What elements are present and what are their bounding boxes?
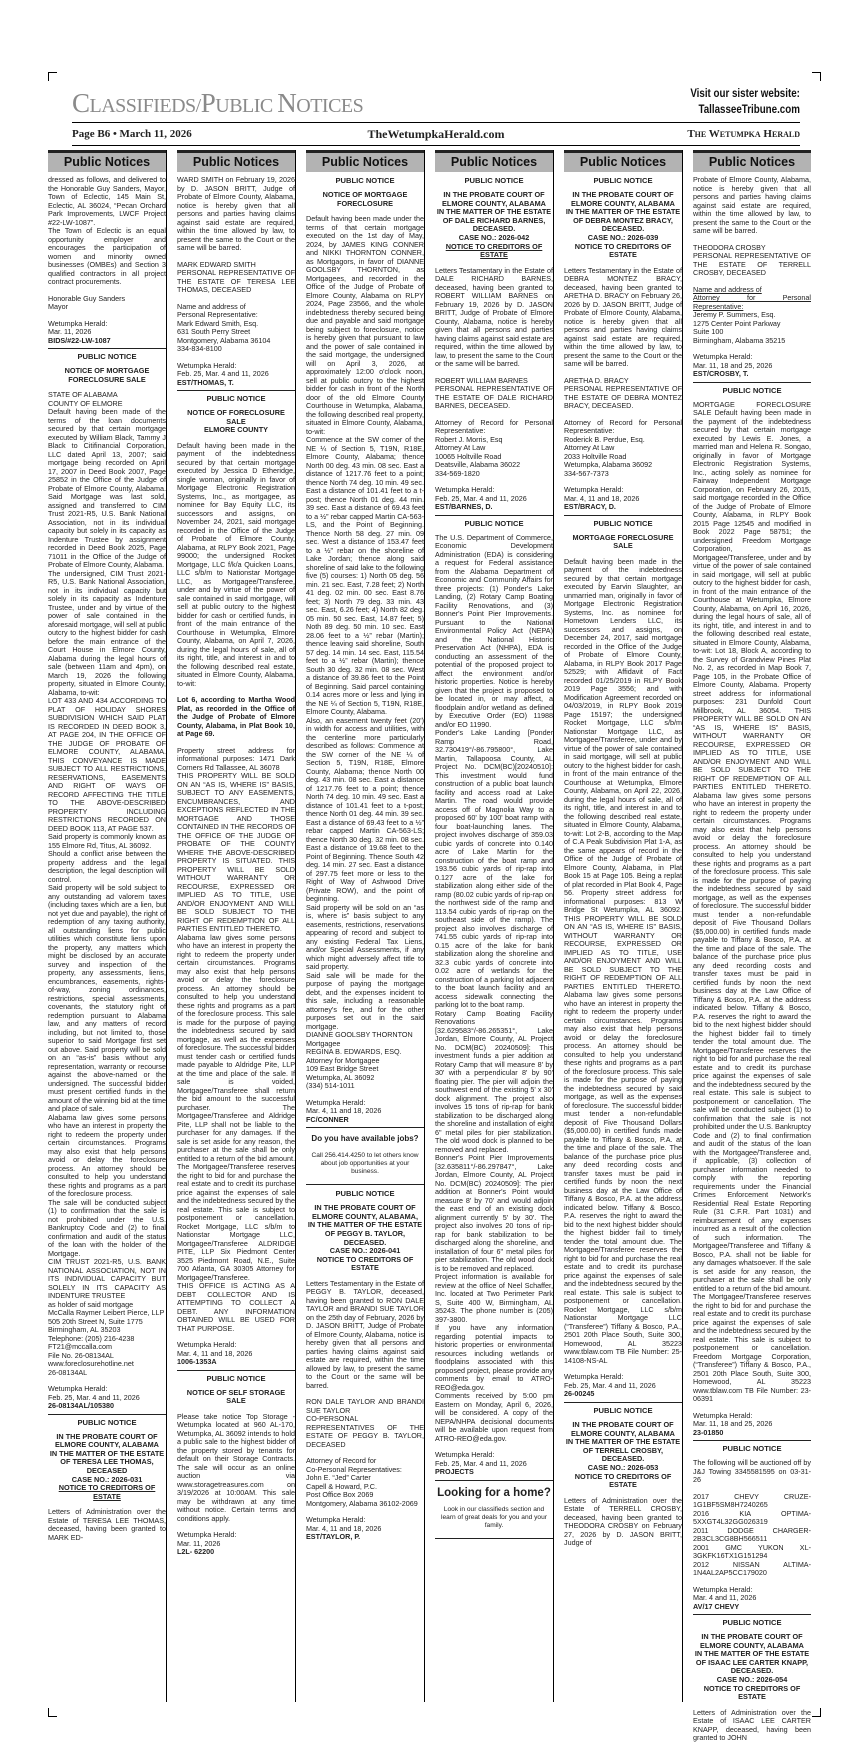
notice-title: NOTICE OF SELF STORAGE SALE — [186, 1387, 286, 1406]
public-notice-heading: PUBLIC NOTICE — [177, 1370, 295, 1383]
notice-reference: FC/CONNER — [306, 1114, 349, 1124]
notice-title: IN THE PROBATE COURT OF ELMORE COUNTY, ALABAMA IN THE MATTER OF THE ESTATE OF ISAAC LEE CARTER KNAPP, DECEASED. CASE NO.: 2026-054 NOTICE TO CREDITORS OF ESTATE — [694, 1632, 810, 1702]
public-notice-heading: PUBLIC NOTICE — [48, 348, 166, 361]
notice-text: Probate of Elmore County, Alabama, notice is hereby given that all persons and parties having claims against said estate are required, within the time allowed by law, to present the same to the Court or the same will be barred. — [693, 175, 811, 235]
notice-title: IN THE PROBATE COURT OF ELMORE COUNTY, ALABAMA IN THE MATTER OF THE ESTATE OF DEBRA MONTEZ BRACY, DECEASED. CASE NO.: 2026-039 NOTICE TO CREDITORS OF ESTATE — [565, 190, 681, 260]
publication-dates: Wetumpka Herald: Feb. 25, Mar. 4 and 11, 2026 — [177, 360, 269, 378]
notice-text: Letters Testamentary in the Estate of PEGGY B. TAYLOR, deceased, having been granted to RON DALE TAYLOR and BRANDI SUE TAYLOR on the 25th day of February, 2026 by D. JASON BRITT, Judge of Probate of Elmore County, Alabama, notice is hereby given that all persons and parties having claims against said estate are required, within the time allowed by law, to present the same to the Court or the same will be barred. — [306, 1278, 424, 1390]
notice-text: Attorney of Record for Personal Representative: Roderick B. Perdue, Esq. Attorney At Law 2033 Holtville Road Wetumpka, Alabama 36092 334-567-7373 — [564, 417, 682, 478]
notice-text: Name and address of Personal Representative: Mark Edward Smith, Esq. 631 South Perry Street Montgomery, Alabama 36104 334-834-8100 — [177, 301, 271, 353]
jobs-ad — [306, 1127, 424, 1185]
notice-text: MARK EDWARD SMITH PERSONAL REPRESENTATIVE OF THE ESTATE OF TERESA LEE THOMAS, DECEASED — [177, 259, 295, 294]
notice-text: STATE OF ALABAMA COUNTY OF ELMORE Default having been made of the terms of the loan documents secured by that certain mortgage executed by William Black, Tammy J Black to Citifinancial Corporation, LLC dated April 13, 2007; said mortgage being recorded on April 17, 2007 in Deed Book 2007, Page 25852 in the Office of the Judge of Probate of Elmore County, Alabama. Said Mortgage was last sold, assigned and transferred to CIM Trust 2021-R5, U.S. Bank National Association, not in its individual capacity but solely in its capacity as Indenture Trustee by assignment recorded in Deed Book 2025, Page 71011 in the Office of the Judge of Probate of Elmore County, Alabama. The undersigned, CIM Trust 2021-R5, U.S. Bank National Association, not in its individual capacity but solely in its capacity as Indenture Trustee, under and by virtue of the power of sale contained in the aforesaid mortgage, will sell at public outcry to the highest bidder for cash before the main entrance of the Court House in Elmore County, Alabama during the legal hours of sale (between 11am and 4pm), on March 19, 2026 the following property, situated in Elmore County, Alabama, to-wit: LOT 433 AND 434 ACCORDING TO PLAT OF HOLIDAY SHORES SUBDIVISION WHICH SAID PLAT IS RECORDED IN DEED BOOK 3, AT PAGE 204, IN THE OFFICE OF THE JUDGE OF PROBATE OF ELMORE COUNTY, ALABAMA. THIS CONVEYANCE IS MADE SUBJECT TO ALL RESTRICTIONS, RESERVATIONS, EASEMENTS AND RIGHT OF WAYS OF RECORD AFFECTING THE TITLE TO THE ABOVE-DESCRIBED PROPERTY INCLUDING RESTRICTIONS RECORDED ON DEED BOOK 113, AT PAGE 537. Said property is commonly known as 155 Elmore Rd, Titus, AL 36092. Should a conflict arise between the property address and the legal description, the legal description will control. Said property will be sold subject to any outstanding ad valorem taxes (including taxes which are a lien, but not yet due and payable), the right of redemption of any taxing authority, all outstanding liens for public utilities which constitute liens upon the property, any matters which might be disclosed by an accurate survey and inspection of the property, any assessments, liens, encumbrances, easements, rights-of-way, zoning ordinances, restrictions, special assessments, covenants, the statutory right of redemption pursuant to Alabama law, and any matters of record including, but not limited to, those superior to said Mortgage first set out above. Said property will be sold on an “as-is” basis without any representation, warranty or recourse against the above-named or the undersigned. The successful bidder must present certified funds in the amount of the winning bid at the time and place of sale. Alabama law gives some persons who have an interest in property the right to redeem the property under certain circumstances. Programs may also exist that help persons avoid or delay the foreclosure process. An attorney should be consulted to help you understand these rights and programs as a part of the foreclosure process. The sale will be conducted subject (1) to confirmation that the sale is not prohibited under the U.S. Bankruptcy Code and (2) to final confirmation and audit of the status of the loan with the holder of the Mortgage. CIM TRUST 2021-R5, U.S. BANK NATIONAL ASSOCIATION, NOT IN ITS INDIVIDUAL CAPACITY BUT SOLELY IN ITS CAPACITY AS INDENTURE TRUSTEE as holder of said mortgage McCalla Raymer Leibert Pierce, LLP 505 20th Street N, Suite 1775 Birmingham, AL 35203 Telephone: (205) 216-4238 FT21@mccalla.com File No. 26-08134AL www.foreclosurehotline.net 26-08134AL — [48, 390, 166, 1377]
notice-text: Default having been made in the payment of the indebtedness secured by that certain mortgage executed by Earvin Slaughter, an unmarried man, originally in favor of Mortgage Electronic Registration Systems, Inc. as nominee for Hometown Lenders LLC, its successors and assigns, on December 24, 2017, said mortgage recorded in the Office of the Judge of Probate of Elmore County, Alabama, in RLPY Book 2017 Page 52529; with Affidavit of Fact recorded 01/25/2019 in RLPY Book 2019 Page 3556; and with Modification Agreement recorded on 04/03/2019, in RLPY Book 2019 Page 15197; the undersigned Rocket Mortgage, LLC s/b/m Nationstar Mortgage LLC, as Mortgagee/Transferee, under and by virtue of the power of sale contained in said mortgage, will sell at public outcry to the highest bidder for cash, in front of the main entrance of the Courthouse at Wetumpka, Elmore County, Alabama, on April 22, 2026, during the legal hours of sale, all of its right, title, and interest in and to the following described real estate, situated in Elmore County, Alabama, to-wit: Lot 2-B, according to the Map of C.A Peak Subdivision Plat 1-A, as the same appears of record in the Office of the Judge of Probate of Elmore County, Alabama, in Plat Book 15 at Page 105. Being a replat of plat recorded in Plat Book 4, Page 56. Property street address for informational purposes: 813 W Bridge St Wetumpka, AL 36092. THIS PROPERTY WILL BE SOLD ON AN “AS IS, WHERE IS” BASIS, WITHOUT WARRANTY OR RECOURSE, EXPRESSED OR IMPLIED AS TO TITLE, USE AND/OR ENJOYMENT AND WILL BE SOLD SUBJECT TO THE RIGHT OF REDEMPTION OF ALL PARTIES ENTITLED THERETO. Alabama law gives some persons who have an interest in property the right to redeem the property under certain circumstances. Programs may also exist that help persons avoid or delay the foreclosure process. An attorney should be consulted to help you understand these rights and programs as a part of the foreclosure process. This sale is made for the purpose of paying the indebtedness secured by said mortgage, as well as the expenses of foreclosure. The successful bidder must tender a non-refundable deposit of Five Thousand Dollars ($5,000.00) in certified funds made payable to Tiffany & Bosco, P.A. at the time and place of the sale. The balance of the purchase price plus any deed recording costs and transfer taxes must be paid in certified funds by noon the next business day at the Law Office of Tiffany & Bosco, P.A. at the address indicated below. Tiffany & Bosco, P.A. reserves the right to award the bid to the next highest bidder should the highest bidder fail to timely tender the total amount due. The Mortgagee/Transferee reserves the right to bid for and purchase the real estate and to credit its purchase price against the expenses of sale and the indebtedness secured by the real estate. This sale is subject to postponement or cancellation. Rocket Mortgage, LLC s/b/m Nationstar Mortgage LLC (“Transferee”) Tiffany & Bosco, P.A., 2501 20th Place South, Suite 300, Homewood, AL 35223 www.tblaw.com TB File Number: 25-14108-NS-AL — [564, 556, 682, 1365]
notice-title: NOTICE OF MORTGAGE FORECLOSURE — [322, 190, 408, 208]
notice-text: Letters Testamentary in the Estate of DALE RICHARD BARNES, deceased, having been granted to ROBERT WILLIAM BARNES on February 19, 2026 by D. JASON BRITT, Judge of Probate of Elmore County, Alabama, notice is hereby given that all persons and parties having claims against said estate are required, within the time allowed by law, to present the same to the Court or the same will be barred. — [435, 265, 553, 369]
ad-headline: Looking for a home? — [437, 1486, 551, 1499]
notice-text: Letters of Administration over the Estate of TERRELL CROSBY, deceased, having been granted to THEODORA CROSBY on February 27, 2026 by D. JASON BRITT, Judge of — [564, 1495, 682, 1548]
sister-label: Visit our sister website: — [690, 88, 800, 100]
publication-dates: Wetumpka Herald: Feb. 25, Mar. 4 and 11, 2026 — [435, 1450, 527, 1468]
public-notice-heading: PUBLIC NOTICE — [335, 1189, 395, 1199]
notice-text: ROBERT WILLIAM BARNES PERSONAL REPRESENTATIVE OF THE ESTATE OF DALE RICHARD BARNES, DECEASED. — [435, 375, 553, 411]
notice-text: Letters Testamentary in the Estate of DEBRA MONTEZ BRACY, deceased, having been granted to ARETHA D. BRACY on February 26, 2026 by D. JASON BRITT, Judge of Probate of Elmore County, Alabama, notice is hereby given that all persons and parties having claims against said estate are required, within the time allowed by law, to present the same to the Court or the same will be barred. — [564, 265, 682, 369]
notice-title: NOTICE OF MORTGAGE FORECLOSURE SALE — [64, 366, 150, 384]
notice-column — [435, 150, 553, 1702]
notice-title: IN THE PROBATE COURT OF ELMORE COUNTY, ALABAMA IN THE MATTER OF THE ESTATE OF TERESA LEE THOMAS, DECEASED CASE NO.: 2026-031 — [49, 1431, 165, 1484]
notice-text: Honorable Guy Sanders Mayor — [48, 293, 126, 311]
column-header: Public Notices — [693, 150, 811, 172]
column-divider — [295, 150, 296, 1702]
public-notice-heading: PUBLIC NOTICE — [435, 515, 553, 528]
home-ad — [435, 1480, 553, 1539]
notice-title: NOTICE TO CREDITORS OF ESTATE — [58, 1483, 156, 1501]
public-notice-heading: PUBLIC NOTICE — [335, 176, 395, 185]
notice-text: Attorney of Record for Co-Personal Representatives: John E. “Jed” Carter Capell & Howard, P.C. Post Office Box 2069 Montgomery, Alabama 36102-2069 — [306, 1456, 418, 1508]
notice-text: Default having been made under the terms of that certain mortgage executed on the 1st day of May, 2024, by JAMES KING CONNER and NIKKI THORNTON CONNER, as Mortgagors, in favor of DIANNE GOOLSBY THORNTON, as Mortgagees, and recorded in the Office of the Judge of Probate of Elmore County, Alabama on RLPY 2024, Page 23566, and the whole indebtedness thereby secured being due and payable and said mortgage being subject to foreclosure, notice is hereby given that pursuant to law and the power of sale contained in the said mortgage, the undersigned will on April 3, 2026, at approximately 12:00 o'clock noon, sell at public outcry to the highest bidder for cash in front of the North door of the old Elmore County Courthouse in Wetumpka, Alabama, the following described real property, situated in Elmore County, Alabama, to-wit: Commence at the SW corner of the NE ¼ of Section 5, T19N, R18E, Elmore County, Alabama; thence North 00 deg. 43 min. 08 sec. East a distance of 1217.76 feet to a point; thence North 74 deg. 10 min. 49 sec. East a distance of 101.41 feet to a t-post; thence North 01 deg. 44 min. 39 sec. East a distance of 69.43 feet to a ½” rebar capped Martin CA-563-LS, and the Point of Beginning. Thence North 58 deg. 27 min. 09 sec. West a distance of 153.47 feet to a ½” rebar on the shoreline of Lake Jordan; thence along said shoreline of said lake to the following five (5) courses: 1) North 05 deg. 56 min. 21 sec. East, 7.28 feet; 2) North 41 deg. 02 min. 00 sec. East 8.76 feet; 3) North 79 deg. 33 min. 43 sec. East, 6.26 feet; 4) North 82 deg. 05 min. 50 sec. East, 14.87 feet; 5) Noth 89 deg. 50 min. 10 sec. East 28.06 feet to a ½” rebar (Martin); thence leaving said shoreline, South 57 deg. 14 min. 14 sec. East, 115.54 feet to a ½” rebar (Martin); thence South 30 deg. 32 min. 08 sec. West a distance of 39.86 feet to the Point of Beginning. Said parcel containing 0.14 acres more or less and lying in the NE ¼ of Section 5, T19N, R18E, Elmore County, Alabama. Also, an easement twenty feet (20') in width for access and utilities, with the centerline more particularly described as follows: Commence at the SW corner of the NE ¼ of Section 5, T19N, R18E, Elmore County, Alabama; thence North 00 deg. 43 min. 08 sec. East a distance of 1217.76 feet to a point; thence North 74 deg. 10 min. 49 sec. East a distance of 101.41 feet to a t-post; thence North 01 deg. 44 min. 39 sec. East a distance of 69.43 feet to a ½” rebar capped Martin CA-563-LS; thence North 30 deg. 32 min. 08 sec. East a distance of 19.68 feet to the Point of Beginning. Thence South 42 deg. 14 min. 27 sec. East a distance of 297.75 feet more or less to the Right of Way of Ashwood Drive (Private ROW), and the point of beginning. Said property will be sold on an “as is, where is” basis subject to any easements, restrictions, reservations appearing of record and subject to any existing Federal Tax Liens, and/or Special Assessments, if any which might adversely affect title to said property. Said sale will be made for the purpose of paying the mortgage debt, and the expenses incident to this sale, including a reasonable attorney's fee, and for the other purposes set out in the said mortgage. DIANNE GOOLSBY THORNTON Mortgagee REGINA B. EDWARDS, ESQ. Attorney for Mortgagee 109 East Bridge Street Wetumpka, AL 36092 (334) 514-1011 — [306, 214, 424, 1091]
notice-text: ARETHA D. BRACY PERSONAL REPRESENTATIVE OF THE ESTATE OF DEBRA MONTEZ BRACY, DECEASED. — [564, 375, 682, 411]
website-link[interactable]: TheWetumpkaHerald.com — [367, 127, 505, 141]
title-part: OTICES — [296, 95, 364, 117]
notice-text: 2017 CHEVY CRUZE-1G1BF5SM8H7240265 2016 KIA OPTIMA-5XXGT4L32GG026319 2011 DODGE CHARGER-2B3CL3CG8BH566511 2001 GMC YUKON XL-3GKFK16TX1G151294 2012 NISSAN ALTIMA-1N4AL2AP5CC179020 — [693, 1491, 811, 1577]
public-notice-heading: PUBLIC NOTICE — [693, 1614, 811, 1627]
notice-text: Please take notice Top Storage - Wetumpka located at 960 AL-170, Wetumpka, AL 36092 intends to hold a public sale to the highest bidder of the property stored by tenants for default on their Storage Contracts. The sale will occur as an online auction via www.storagetreasures.com on 3/19/2026 at 10:00AM. This sale may be withdrawn at any time without notice. Certain terms and conditions apply. — [177, 1411, 295, 1523]
notice-column — [48, 150, 166, 1702]
sister-website-promo — [690, 86, 800, 118]
title-part: C — [72, 88, 90, 118]
ad-body: Call 256.414.4250 to let others know about job opportunities at your business. — [311, 1152, 419, 1176]
publication-dates: Wetumpka Herald: Mar. 4 and 11, 2026 — [693, 1584, 757, 1602]
notice-title: IN THE PROBATE COURT OF ELMORE COUNTY, ALABAMA, IN THE MATTER OF THE ESTATE OF PEGGY B. TAYLOR, DECEASED. CASE NO.: 2026-041 NOTICE TO CREDITORS OF ESTATE — [307, 1203, 423, 1273]
publication-dates: Wetumpka Herald: Mar. 11, 18 and 25, 2026 — [693, 352, 773, 370]
notice-reference: EST/THOMAS, T. — [177, 377, 234, 387]
public-notice-heading: PUBLIC NOTICE — [48, 1414, 166, 1427]
title-part: UBLIC — [215, 95, 278, 117]
notice-text: Jeremy P. Summers, Esq. 1275 Center Point Parkway Suite 100 Birmingham, Alabama 35215 — [693, 310, 786, 345]
crop-mark — [812, 72, 821, 81]
notice-text: THEODORA CROSBY PERSONAL REPRESENTATIVE OF THE ESTATE OF TERRELL CROSBY, DECEASED — [693, 242, 811, 277]
publication-dates: Wetumpka Herald: Mar. 4, 11 and 18, 2026 — [564, 485, 640, 503]
notice-reference: 1006-1353A — [177, 1357, 217, 1367]
public-notice-heading: PUBLIC NOTICE — [177, 390, 295, 403]
crop-mark — [48, 1708, 57, 1717]
public-notice-heading: PUBLIC NOTICE — [593, 176, 653, 185]
title-part: P — [200, 88, 216, 118]
notice-title: IN THE PROBATE COURT OF ELMORE COUNTY, ALABAMA IN THE MATTER OF THE ESTATE OF TERRELL CROSBY, DECEASED. CASE NO.: 2026-053 NOTICE TO CREDITORS OF ESTATE — [565, 1419, 681, 1490]
publication-dates: Wetumpka Herald: Feb. 25, Mar. 4 and 11, 2026 — [435, 485, 527, 503]
column-divider — [424, 150, 425, 1702]
title-part: N — [277, 88, 297, 118]
column-divider — [682, 150, 683, 1702]
publication-dates: Wetumpka Herald: Feb. 25, Mar. 4 and 11, 2026 — [48, 1384, 140, 1402]
notice-text: MORTGAGE FORECLOSURE SALE Default having been made in the payment of the indebtedness secured by that certain mortgage executed by Lewis E. Jones, a married man and Helena R. Songao, originally in favor of Mortgage Electronic Registration Systems, Inc., acting solely as nominee for Fairway Independent Mortgage Corporation, on February 26, 2015, said mortgage recorded in the Office of the Judge of Probate of Elmore County, Alabama, in RLPY Book 2015 Page 12545 and modified in Book 2022 Page 58751; the undersigned Freedom Mortgage Corporation, as Mortgagee/Transferee, under and by virtue of the power of sale contained in said mortgage, will sell at public outcry to the highest bidder for cash, in front of the main entrance of the Courthouse at Wetumpka, Elmore County, Alabama, on April 16, 2026, during the legal hours of sale, all of its right, title, and interest in and to the following described real estate, situated in Elmore County, Alabama, to-wit: Lot 18, Block A, according to the Survey of Grandview Pines Plat No. 2, as recorded in Map Book 7, Page 105, in the Probate Office of Elmore County, Alabama. Property street address for informational purposes: 231 Dunfold Court Millbrook, AL 36054. THIS PROPERTY WILL BE SOLD ON AN “AS IS, WHERE IS” BASIS, WITHOUT WARRANTY OR RECOURSE, EXPRESSED OR IMPLIED AS TO TITLE, USE AND/OR ENJOYMENT AND WILL BE SOLD SUBJECT TO THE RIGHT OF REDEMPTION OF ALL PARTIES ENTITLED THERETO. Alabama law gives some persons who have an interest in property the right to redeem the property under certain circumstances. Programs may also exist that help persons avoid or delay the foreclosure process. An attorney should be consulted to help you understand these rights and programs as a part of the foreclosure process. This sale is made for the purpose of paying the indebtedness secured by said mortgage, as well as the expenses of foreclosure. The successful bidder must tender a non-refundable deposit of Five Thousand Dollars ($5,000.00) in certified funds made payable to Tiffany & Bosco, P.A. at the time and place of the sale. The balance of the purchase price plus any deed recording costs and transfer taxes must be paid in certified funds by noon the next business day at the Law Office of Tiffany & Bosco, P.A. at the address indicated below. Tiffany & Bosco, P.A. reserves the right to award the bid to the next highest bidder should the highest bidder fail to timely tender the total amount due. The Mortgagee/Transferee reserves the right to bid for and purchase the real estate and to credit its purchase price against the expenses of sale and the indebtedness secured by the real estate. This sale is subject to postponement or cancellation. The sale will be conducted subject (1) to confirmation that the sale is not prohibited under the U.S. Bankruptcy Code and (2) to final confirmation and audit of the status of the loan with the Mortgagee/Transferee and, if applicable, (3) collection of purchaser information needed to comply with the reporting requirements under the Financial Crimes Enforcement Network's Residential Real Estate Reporting Rule (31 C.F.R. Part 1031) and reimbursement of any expenses incurred as a result of the collection of such information. The Mortgagee/Transferee and Tiffany & Bosco, P.A. shall not be liable for any damages whatsoever. If the sale is set aside for any reason, the purchaser at the sale shall be only entitled to a return of the bid amount. The Mortgagee/Transferee reserves the right to bid for and purchase the real estate and to credit its purchase price against the expenses of sale and the indebtedness secured by the real estate. This sale is subject to postponement or cancellation. Freedom Mortgage Corporation, (“Transferee”) Tiffany & Bosco, P.A., 2501 20th Place South, Suite 300, Homewood, AL 35223 www.tblaw.com TB File Number: 23-06391 — [693, 399, 811, 1403]
notice-column — [306, 150, 424, 1702]
notice-text: Letters of Administration over the Estate of TERESA LEE THOMAS, deceased, having been granted to MARK ED- — [48, 1507, 166, 1542]
notice-text: RON DALE TAYLOR AND BRANDI SUE TAYLOR CO-PERSONAL REPRESENTATIVES OF THE ESTATE OF PEGGY B. TAYLOR, DECEASED — [306, 1397, 424, 1449]
notice-text: WARD SMITH on February 19, 2026 by D. JASON BRITT, Judge of Probate of Elmore County, Alabama, notice is hereby given that all persons and parties having claims against said estate are required, within the time allowed by law, to present the same to the Court or the same will be barred. — [177, 175, 295, 252]
column-header: Public Notices — [306, 150, 424, 172]
notice-reference: BIDS/#22-LW-1087 — [48, 335, 111, 345]
column-header: Public Notices — [48, 150, 166, 172]
notices-columns — [48, 150, 812, 1743]
folio-bar — [72, 122, 800, 146]
notice-reference: 23-01850 — [693, 1427, 724, 1437]
publication-dates: Wetumpka Herald: Mar. 4, 11 and 18, 2026 — [306, 1097, 382, 1116]
notice-text: Lot 6, according to Martha Wood Plat, as recorded in the Office of the Judge of Probate of Elmore County, Alabama, in Plat Book 10, at Page 69. — [177, 695, 295, 739]
column-header: Public Notices — [177, 150, 295, 172]
publication-dates: Wetumpka Herald: Mar. 4, 11 and 18, 2026 — [177, 1340, 253, 1358]
notice-reference: 26-08134AL/105380 — [48, 1401, 114, 1411]
public-notice-heading: PUBLIC NOTICE — [464, 176, 524, 185]
crop-mark — [48, 72, 57, 81]
notice-text: Attorney of Record for Personal Representative: Robert J. Morris, Esq Attorney At Law 10065 Holtville Road Deatsville, Alabama 36022 334-569-1820 — [435, 417, 553, 478]
column-divider — [553, 150, 554, 1702]
notice-reference: EST/BRACY, D. — [564, 502, 616, 512]
notice-text: dressed as follows, and delivered to the Honorable Guy Sanders, Mayor, Town of Eclectic, 145 Main St, Eclectic, AL 36024, “Pecan Orchard Park Improvements, LWCF Project #22-LW-1087”. The Town of Eclectic is an equal opportunity employer and encourages the participation of women and minority owned businesses (OMBEs) and Section 3 qualified contractors in all project contract procurements. — [48, 175, 166, 286]
notice-title: NOTICE OF FORECLOSURE SALE ELMORE COUNTY — [187, 408, 285, 435]
notice-column — [693, 150, 811, 1743]
notice-text: Letters of Administration over the Estate of ISAAC LEE CARTER KNAPP, deceased, having been granted to JOHN — [693, 1707, 811, 1743]
column-header: Public Notices — [564, 150, 682, 172]
notice-reference: EST/BARNES, D. — [435, 502, 493, 512]
sister-link[interactable]: TallasseeTribune.com — [698, 104, 800, 116]
notice-reference: L2L- 62200 — [177, 1547, 215, 1557]
ad-body: Look in our classifieds section and learn of great deals for you and your family. — [441, 1505, 547, 1529]
publication-dates: Wetumpka Herald: Mar. 4, 11 and 18, 2026 — [306, 1515, 382, 1533]
publication-dates: Wetumpka Herald: Mar. 11, 18 and 25, 2026 — [693, 1410, 773, 1428]
column-divider — [166, 150, 167, 1702]
notice-text: The U.S. Department of Commerce, Economic Development Administration (EDA) is considering a request for Federal assistance from the Alabama Department of Economic and Community Affairs for three projects: (1) Ponder's Lake Landing, (2) Rotary Camp Boating Facility Renovations, and (3) Bonner's Point Pier Improvements. Pursuant to the National Environmental Policy Act (NEPA) and the National Historic Preservation Act (NHPA), EDA is conducting an assessment of the potential of the proposed project to affect the environment and/or historic properties. Notice is hereby given that the project is proposed to be located in, or may affect, a floodplain and/or wetland as defined by Executive Order (EO) 11988 and/or EO 11990. Ponder's Lake Landing [Ponder Ramp Road, 32.730419°/-86.795800°, Lake Martin, Tallapoosa County, AL Project No. DCM(BC)[20240510]: This investment would fund construction of a public boat launch facility and access road at Lake Martin. The road would provide access off of Magnolia Way to a proposed 60' by 100' boat ramp with four boat-launching lanes. The project involves discharge of 359.03 cubic yards of concrete into 0.140 acre of Lake Martin for the construction of the boat ramp and 193.56 cubic yards of rip-rap into 0.127 acre of the lake for stabilization along either side of the ramp (80.02 cubic yards of rip-rap on the northwest side of the ramp and 113.54 cubic yards of rip-rap on the southeast side of the ramp). The project also involves discharge of 741.55 cubic yards of rip-rap into 0.15 acre of the lake for bank stabilization along the shoreline and 32.3 cubic yards of concrete into 0.02 acre of wetlands for the construction of a parking lot adjacent to the boat launch facility and an access sidewalk connecting the parking lot to the boat ramp. Rotary Camp Boating Facility Renovations [32.629583°/-86.265351°, Lake Jordan, Elmore County, AL Project No. DCM(BC) 20240509]: This investment funds a pier addition at Rotary Camp that will measure 8' by 30' with a perpendicular 8' by 90' floating pier. The pier will adjoin the southwest end of the existing 5' x 30' dock alignment. The project also involves 15 tons of rip-rap for bank stabilization to be discharged along the shoreline and installation of eight 6" metal piles for pier stabilization. The old wood dock is planned to be removed and replaced. Bonner's Point Pier Improvements [32.635811°/-86.297847°, Lake Jordan, Elmore County, AL Project No. DCM(BC) 20240509]: The pier addition at Bonner's Point would measure 8' by 70' and would adjoin the east end of an existing dock alignment currently 5' by 30'. The project also involves 20 tons of rip-rap for bank stabilization to be discharged along the shoreline, and installation of four 6" metal piles for pier stabilization. The old wood dock is to be removed and replaced. Project information is available for review at the office of Neel Schaffer, Inc. located at Two Perimeter Park S, Suite 400 W, Birmingham, AL 35243. The phone number is (205) 397-3800. If you have any information regarding potential impacts to historic properties or environmental resources including wetlands or floodplains associated with this proposed project, please provide any comments by email to ATRO-REO@eda.gov. Comments received by 5:00 pm Eastern on Monday, April 6, 2026, will be considered. A copy of the NEPA/NHPA decisional documents will be available upon request from ATRO-REO@eda.gov. — [435, 532, 553, 1443]
notice-title: NOTICE TO CREDITORS OF ESTATE — [445, 241, 543, 260]
crop-mark — [812, 1708, 821, 1717]
publication-dates: Wetumpka Herald: Mar. 11, 2026 — [177, 1530, 237, 1548]
publication-dates: Wetumpka Herald: Mar. 11, 2026 — [48, 318, 108, 336]
notice-text: Property street address for informational purposes: 1471 Dark Corners Rd Tallassee, AL 36078 THIS PROPERTY WILL BE SOLD ON AN “AS IS, WHERE IS” BASIS, SUBJECT TO ANY EASEMENTS, ENCUMBRANCES, AND EXCEPTIONS REFLECTED IN THE MORTGAGE AND THOSE CONTAINED IN THE RECORDS OF THE OFFICE OF THE JUDGE OF PROBATE OF THE COUNTY WHERE THE ABOVE-DESCRIBED PROPERTY IS SITUATED. THIS PROPERTY WILL BE SOLD WITHOUT WARRANTY OR RECOURSE, EXPRESSED OR IMPLIED AS TO TITLE, USE AND/OR ENJOYMENT AND WILL BE SOLD SUBJECT TO THE RIGHT OF REDEMPTION OF ALL PARTIES ENTITLED THERETO. Alabama law gives some persons who have an interest in property the right to redeem the property under certain circumstances. Programs may also exist that help persons avoid or delay the foreclosure process. An attorney should be consulted to help you understand these rights and programs as a part of the foreclosure process. This sale is made for the purpose of paying the indebtedness secured by said mortgage, as well as the expenses of foreclosure. The successful bidder must tender cash or certified funds made payable to Aldridge Pite, LLP at the time and place of the sale. If sale is voided, Mortgagee/Transferee shall return the bid amount to the successful purchaser. The Mortgagee/Transferee and Aldridge Pite, LLP shall not be liable to the purchaser for any damages. If the sale is set aside for any reason, the purchaser at the sale shall be only entitled to a return of the bid amount. The Mortgagee/Transferee reserves the right to bid for and purchase the real estate and to credit its purchase price against the expenses of sale and the indebtedness secured by the real estate. This sale is subject to postponement or cancellation. Rocket Mortgage, LLC s/b/m to Nationstar Mortgage LLC, Mortgagee/Transferee ALDRIDGE PITE, LLP Six Piedmont Center 3525 Piedmont Road, N.E., Suite 700 Atlanta, GA 30305 Attorney for Mortgagee/Transferee. THIS OFFICE IS ACTING AS A DEBT COLLECTOR AND IS ATTEMPTING TO COLLECT A DEBT. ANY INFORMATION OBTAINED WILL BE USED FOR THAT PURPOSE. — [177, 745, 295, 1333]
public-notice-heading: PUBLIC NOTICE — [693, 382, 811, 395]
notice-title: IN THE PROBATE COURT OF ELMORE COUNTY, ALABAMA IN THE MATTER OF THE ESTATE OF DALE RICHARD BARNES, DECEASED. CASE NO.: 2026-042 — [436, 190, 552, 242]
notice-reference: AV/17 CHEVY — [693, 1601, 740, 1611]
notice-column — [564, 150, 682, 1702]
notice-text: The following will be auctioned off by J&J Towing 3345581595 on 03-31-26 — [693, 1458, 811, 1484]
public-notice-heading: PUBLIC NOTICE — [693, 1440, 811, 1453]
notice-text: Name and address of Attorney for Personal Representative: — [693, 284, 811, 311]
notice-reference: 26-00245 — [564, 1389, 595, 1399]
page-date: Page B6 • March 11, 2026 — [72, 128, 192, 140]
notice-column — [177, 150, 295, 1702]
notice-title: MORTGAGE FORECLOSURE SALE — [572, 532, 674, 551]
notice-reference: EST/TAYLOR, P. — [306, 1532, 361, 1542]
newspaper-name: The Wetumpka Herald — [687, 128, 800, 140]
column-header: Public Notices — [435, 150, 553, 172]
public-notice-heading: PUBLIC NOTICE — [564, 515, 682, 528]
notice-reference: PROJECTS — [435, 1467, 474, 1477]
public-notice-heading: PUBLIC NOTICE — [564, 1402, 682, 1415]
ad-headline: Do you have available jobs? — [311, 1134, 419, 1144]
notice-reference: EST/CROSBY, T. — [693, 369, 749, 378]
notice-text: Default having been made in the payment of the indebtedness secured by that certain mortgage executed by Jessica D Etheridge, single woman, originally in favor of Mortgage Electronic Registration Systems, Inc., as mortgagee, as nominee for Bay Equity LLC, its successors and assigns, on November 24, 2021, said mortgage recorded in the Office of the Judge of Probate of Elmore County, Alabama, at RLPY Book 2021, Page 99000; the undersigned Rocket Mortgage, LLC f/k/a Quicken Loans, LLC s/b/m to Nationstar Mortgage LLC, as Mortgagee/Transferee, under and by virtue of the power of sale contained in said mortgage, will sell at public outcry to the highest bidder for cash or certified funds, in front of the main entrance of the Courthouse in Wetumpka, Elmore County, Alabama, on April 7, 2026, during the legal hours of sale, all of its right, title, and interest in and to the following described real estate, situated in Elmore County, Alabama, to-wit: — [177, 440, 295, 688]
title-part: LASSIFIEDS/ — [89, 95, 201, 117]
publication-dates: Wetumpka Herald: Feb. 25, Mar. 4 and 11, 2026 — [564, 1372, 656, 1390]
section-title — [72, 88, 363, 119]
